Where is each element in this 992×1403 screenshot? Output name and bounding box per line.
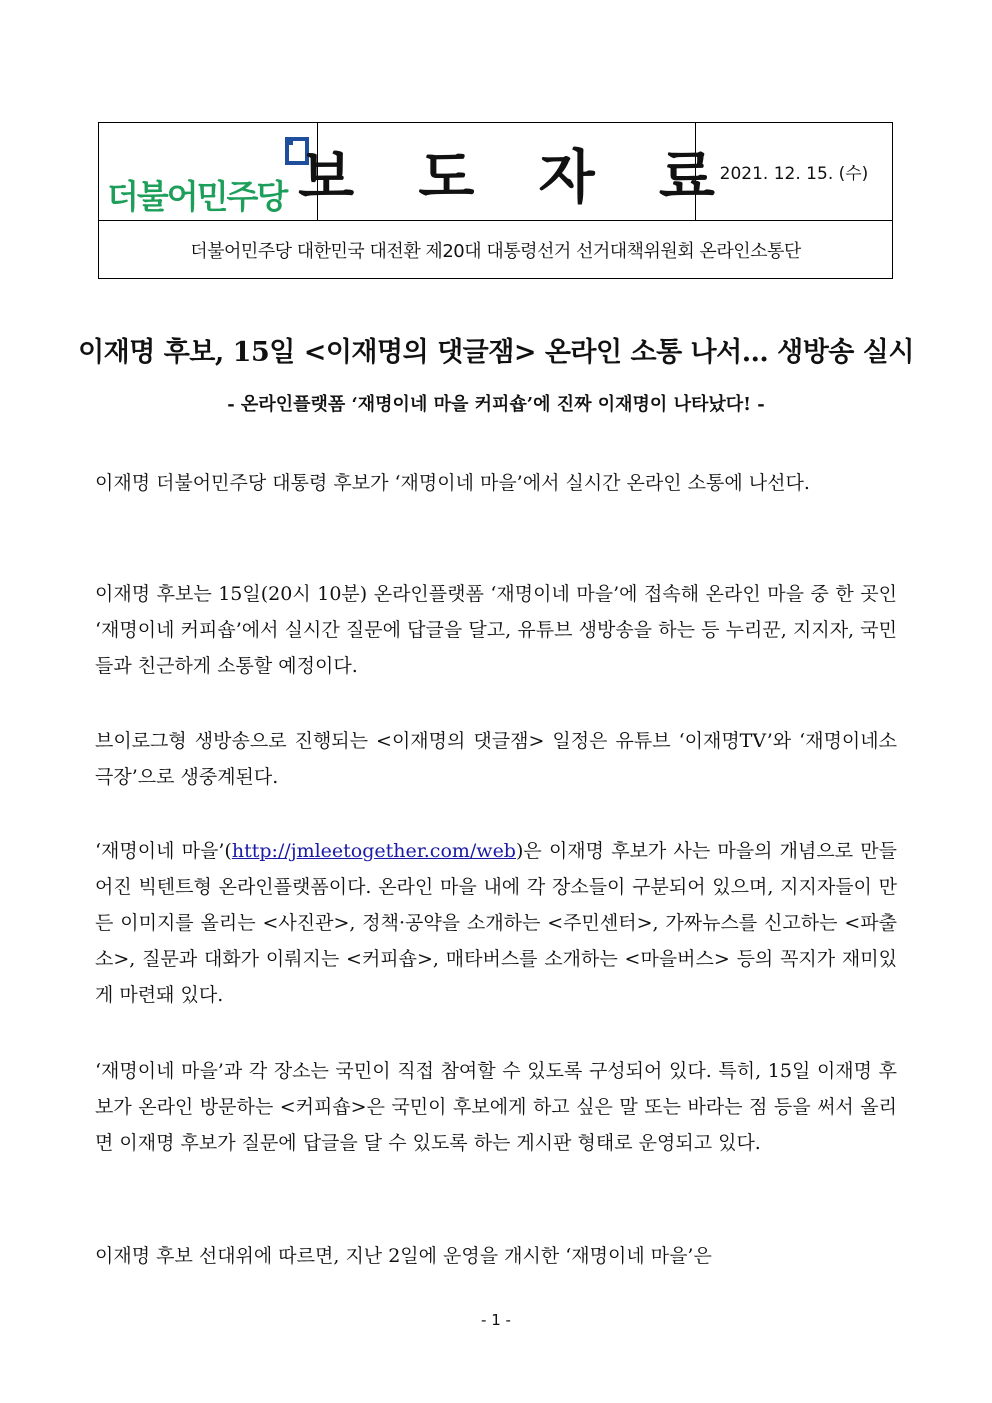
date-cell: [696, 123, 892, 221]
release-date: 2021. 12. 15. (수): [719, 164, 869, 184]
party-logo-text: 더불어민주당: [107, 177, 287, 216]
page-number: - 1 -: [481, 1311, 511, 1329]
paragraph-1: 이재명 더불어민주당 대통령 후보가 ‘재명이네 마을’에서 실시간 온라인 소통에 나선다.: [95, 472, 810, 494]
paragraph-6: 이재명 후보 선대위에 따르면, 지난 2일에 운영을 개시한 ‘재명이네 마을’은: [95, 1245, 712, 1267]
village-website-link[interactable]: http://jmleetogether.com/web: [231, 840, 516, 862]
paragraph-3: 브이로그형 생방송으로 진행되는 <이재명의 댓글잼> 일정은 유튜브 ‘이재명TV’와 ‘재명이네소극장’으로 생중계된다.: [95, 730, 897, 788]
paragraph-5: ‘재명이네 마을’과 각 장소는 국민이 직접 참여할 수 있도록 구성되어 있다. 특히, 15일 이재명 후보가 온라인 방문하는 <커피숍>은 국민이 후보에게 하고 싶은 말 또는 바라는 점 등을 써서 올리면 이재명 후보가 질문에 답글을 달 수 있도록 하는 게시판 형태로 운영되고 있다.: [95, 1060, 897, 1154]
press-release-title: 보 도 자 료: [298, 142, 737, 211]
paragraph-4-body: )은 이재명 후보가 사는 마을의 개념으로 만들어진 빅텐트형 온라인플랫폼이다. 온라인 마을 내에 각 장소들이 구분되어 있으며, 지지자들이 만든 이미지를 올리는 <사진관>, 정책·공약을 소개하는 <주민센터>, 가짜뉴스를 신고하는 <파출소>, 질문과 대화가 이뤄지는 <커피숍>, 매타버스를 소개하는 <마을버스> 등의 꼭지가 재미있게 마련돼 있다.: [95, 840, 897, 1006]
paragraph-4-intro: ‘재명이네 마을’(: [95, 840, 232, 862]
organization-name: 더불어민주당 대한민국 대전환 제20대 대통령선거 선거대책위원회 온라인소통단: [190, 240, 801, 262]
headline: 이재명 후보, 15일 <이재명의 댓글잼> 온라인 소통 나서… 생방송 실시: [78, 337, 914, 368]
organization-cell: [99, 221, 892, 278]
paragraph-2: 이재명 후보는 15일(20시 10분) 온라인플랫폼 ‘재명이네 마을’에 접속해 온라인 마을 중 한 곳인 ‘재명이네 커피숍’에서 실시간 질문에 답글을 달고, 유튜브 생방송을 하는 등 누리꾼, 지지자, 국민들과 친근하게 소통할 예정이다.: [95, 583, 897, 677]
press-release-header: [98, 122, 893, 279]
title-cell: [298, 123, 737, 221]
party-logo: [99, 123, 318, 221]
subheadline: - 온라인플랫폼 ‘재명이네 마을 커피숍’에 진짜 이재명이 나타났다! -: [227, 394, 765, 415]
paragraph-4: [95, 833, 897, 1013]
